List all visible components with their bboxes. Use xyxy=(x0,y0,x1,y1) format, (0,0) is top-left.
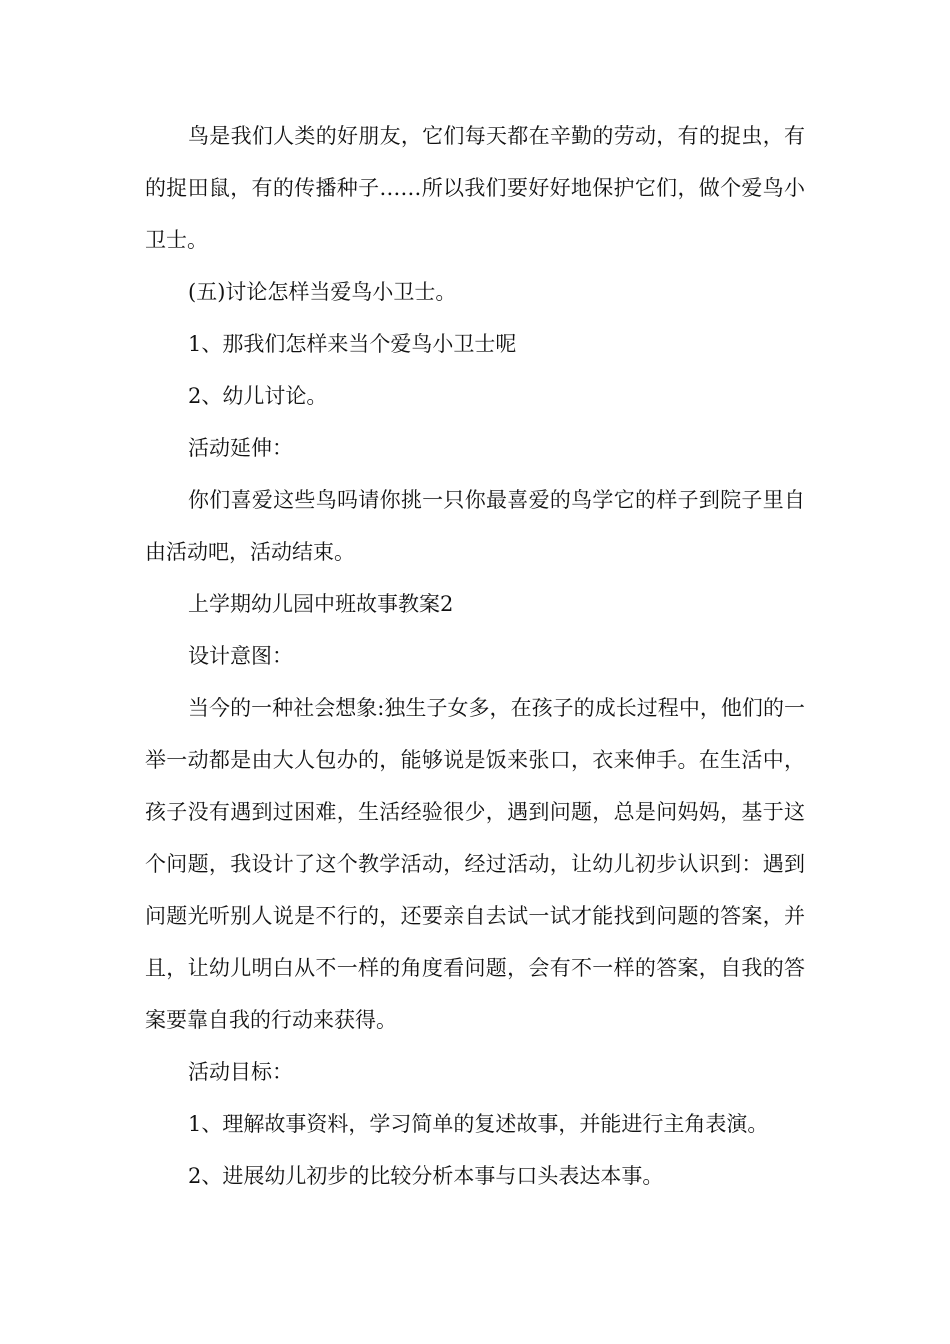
paragraph-activity-goals-heading: 活动目标： xyxy=(188,1060,293,1084)
paragraph-birds-are-friends: 鸟是我们人类的好朋友，它们每天都在辛勤的劳动，有的捉虫，有的捉田鼠，有的传播种子……所以我们要好好地保护它们，做个爱鸟小卫士。 xyxy=(145,124,805,252)
paragraph-activity-extension-heading: 活动延伸： xyxy=(188,436,293,460)
paragraph-section-five-heading: (五)讨论怎样当爱鸟小卫士。 xyxy=(188,280,457,304)
paragraph-design-intent-body: 当今的一种社会想象:独生子女多，在孩子的成长过程中，他们的一举一动都是由大人包办的，能够说是饭来张口，衣来伸手。在生活中，孩子没有遇到过困难，生活经验很少，遇到问题，总是问妈妈，基于这个问题，我设计了这个教学活动，经过活动，让幼儿初步认识到：遇到问题光听别人说是不行的，还要亲自去试一试才能找到问题的答案，并且，让幼儿明白从不一样的角度看问题，会有不一样的答案，自我的答案要靠自我的行动来获得。 xyxy=(145,696,805,1032)
paragraph-lesson-plan-title: 上学期幼儿园中班故事教案2 xyxy=(188,592,454,616)
paragraph-activity-extension-body: 你们喜爱这些鸟吗请你挑一只你最喜爱的鸟学它的样子到院子里自由活动吧，活动结束。 xyxy=(145,488,805,564)
paragraph-design-intent-heading: 设计意图： xyxy=(188,644,293,668)
document-body xyxy=(145,110,805,1202)
paragraph-step-two: 2、幼儿讨论。 xyxy=(188,384,328,408)
paragraph-goal-two: 2、进展幼儿初步的比较分析本事与口头表达本事。 xyxy=(188,1164,664,1188)
paragraph-step-one: 1、那我们怎样来当个爱鸟小卫士呢 xyxy=(188,332,517,356)
paragraph-goal-one: 1、理解故事资料，学习简单的复述故事，并能进行主角表演。 xyxy=(188,1112,769,1136)
